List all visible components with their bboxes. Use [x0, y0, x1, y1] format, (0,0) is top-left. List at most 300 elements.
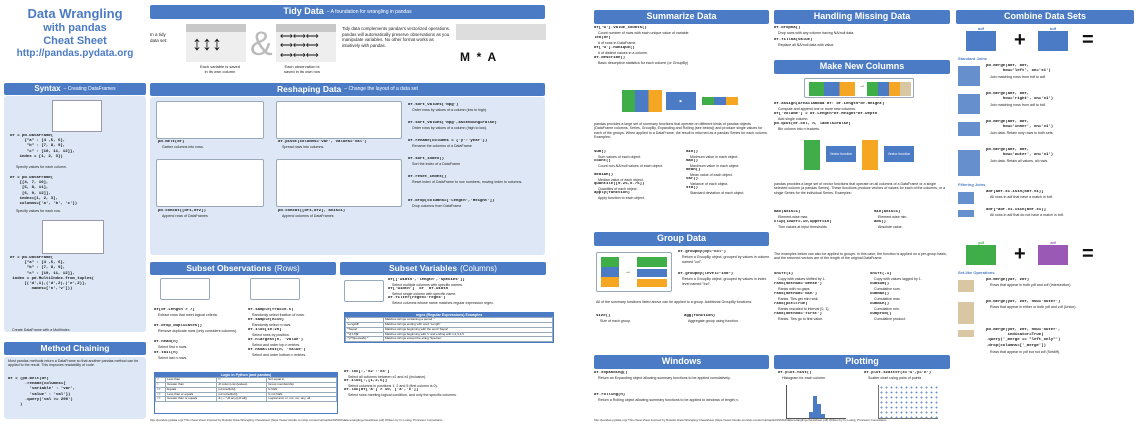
table-cell: <: [156, 378, 166, 383]
reshape-item: [408, 139, 542, 157]
windows-header: [594, 355, 769, 369]
summarize-fn-desc: Maximum value in each object.: [690, 164, 740, 169]
subset-obs-desc: Select and order bottom n entries.: [252, 353, 307, 358]
tidy-data-header: [150, 5, 545, 19]
windows-desc: Return a Rolling object allowing summary functions to be applied to windows of length n.: [598, 398, 739, 403]
loc-code: df.iloc[:,[1,2,5]]: [344, 379, 388, 383]
table-cell: Matches strings ending with word 'Length': [384, 323, 553, 328]
reshaping-header-sub: – Change the layout of a data set: [344, 86, 418, 93]
reshape-item-code: df.sort_values('mpg',ascending=False): [408, 121, 497, 125]
scatter-icon: [878, 385, 938, 419]
windows-panel: [594, 371, 774, 421]
reshaping-header-title: Reshaping Data: [277, 84, 342, 95]
plotting-panel: [774, 371, 952, 421]
join-code: pd.merge(adf, bdf, how='left', on='x1'): [986, 64, 1051, 74]
reshape-item-code: df.sort_index(): [408, 157, 445, 161]
group-rank-desc: Cumulative max.: [874, 297, 901, 302]
subset-vars-sub: (Columns): [460, 263, 497, 273]
reshape-item: [408, 157, 542, 175]
newcols-fn-code: clip(lower=-10,upper=10): [774, 220, 832, 224]
combine-header: [956, 10, 1134, 24]
table-cell: >: [156, 383, 166, 388]
group-rank-desc: Cumulative min.: [874, 307, 900, 312]
group-header: [594, 232, 769, 246]
group-rank-desc: Cumulative product.: [874, 317, 906, 322]
loc-code: df.loc[:,'x2':'x4']: [344, 370, 390, 374]
newcols-fn: [774, 210, 862, 220]
group-rank-desc: Copy with values shifted by 1.: [778, 277, 826, 282]
group-rank-item: [870, 292, 952, 302]
newcols-right: [874, 210, 952, 230]
summarize-panel: [594, 26, 772, 226]
loc-desc: Select all columns between x2 and x4 (inclusive).: [348, 375, 427, 380]
group-desc: Return a GroupBy object, grouped by values in column named "col".: [682, 255, 770, 264]
filter-desc: All rows in adf that do not have a match in bdf.: [990, 213, 1064, 217]
group-desc: Return a GroupBy object, grouped by values in index level named "ind".: [682, 277, 767, 286]
subset-obs-code: df.iloc[10:20]: [248, 328, 282, 332]
concat-cols-code: pd.concat([df1,df2], axis=1): [278, 209, 346, 213]
syntax-note-3: Create DataFrame with a MultiIndex: [12, 328, 70, 332]
missing-item: [774, 38, 952, 50]
newcols-desc: Add single column.: [778, 117, 809, 122]
group-rank-desc: Ranks. Ties go to first value.: [778, 317, 824, 322]
newcols-code: df.assign(Area=lambda df: df.Length*df.Height): [774, 102, 885, 106]
group-rank-item: [774, 312, 866, 322]
table-cell: Less than: [166, 378, 217, 383]
group-rank-code: cummax(): [870, 292, 890, 296]
filter-item: [958, 190, 1134, 208]
reshape-item-code: df.sort_values('mpg'): [408, 103, 459, 107]
reshape-item-code: df.reset_index(): [408, 175, 447, 179]
summarize-left: [594, 150, 682, 200]
group-rank-item: [774, 282, 866, 292]
subset-vars-desc: Select columns whose name matches regular expression regex.: [392, 301, 494, 306]
table-cell: &,|,~,^,df.any(),df.all(): [217, 397, 267, 402]
missing-title: Handling Missing Data: [813, 11, 911, 22]
group-rank-item: [870, 282, 952, 292]
subset-obs-desc: Select rows by position.: [252, 333, 290, 338]
reshape-item: [408, 103, 542, 121]
syntax-header-title: Syntax: [34, 84, 61, 93]
reshape-item: [408, 121, 542, 139]
regex-table-grid: [345, 317, 553, 342]
loc-desc: Select columns in positions 1, 2 and 5 (first column is 0).: [348, 384, 438, 389]
tidy-data-panel: [150, 22, 560, 80]
table-cell: Is NaN: [267, 387, 337, 392]
page2-footer[interactable]: http://pandas.pydata.org/ This cheat sheet inspired by Rstudio Data Wrangling Cheatsheet (https://www.rstudio.com/wp-content/uploads/2015/02/data-wrangling-cheatsheet.pdf) Written by Irv Lustig, Princeton Consultants: [594, 419, 887, 422]
subset-obs-code: df.nsmallest(n, 'value'): [248, 348, 306, 352]
newcols-item: [774, 112, 952, 122]
tidy-each-observation: Each observation is saved in its own row: [283, 64, 320, 74]
summarize-fn-code: sum(): [594, 150, 607, 154]
summarize-code: df['w'].value_counts(): [594, 26, 647, 30]
table-cell: >=: [156, 397, 166, 402]
subset-obs-item: [154, 324, 246, 340]
summarize-fn-desc: Minimum value in each object.: [690, 155, 739, 160]
subset-cols-diagram: [344, 280, 384, 302]
group-item: [678, 250, 774, 272]
summarize-desc: # of distinct values in a column.: [598, 51, 648, 56]
summarize-item: [594, 56, 772, 66]
windows-item: [594, 371, 774, 393]
newcols-fn: [874, 220, 952, 230]
subset-vars-header: [340, 262, 546, 275]
set-result-table: [958, 302, 974, 324]
table-cell: <=: [156, 392, 166, 397]
missing-desc: Replace all NA/null data with value.: [778, 43, 835, 48]
syntax-header-sub: – Creating DataFrames: [63, 85, 116, 92]
newcols-code: df['Volume'] = df.Length*df.Height*df.Depth: [774, 112, 878, 116]
summarize-fn-code: median(): [594, 173, 614, 177]
subset-obs-code: df.drop_duplicates(): [154, 324, 203, 328]
plus-icon: +: [1014, 29, 1026, 51]
syntax-header: [4, 83, 146, 95]
subset-vars-item: [388, 287, 556, 296]
newcols-fn-code: abs(): [874, 220, 887, 224]
filtering-joins-label: Filtering Joins: [958, 182, 986, 187]
concat-cols-desc: Append columns of DataFrames: [282, 214, 334, 218]
syntax-note-1: Specify values for each column.: [16, 165, 67, 169]
missing-header: [774, 10, 950, 24]
table-cell: Matches strings beginning with the word 'Sepal': [384, 327, 553, 332]
join-list: [958, 64, 1134, 178]
summarize-fn: [594, 191, 682, 200]
table-cell: '^x[1-5]$': [346, 332, 384, 337]
subset-obs-desc: Select last n rows.: [158, 356, 188, 361]
join-item: [958, 148, 1134, 178]
subset-obs-desc: Select first n rows.: [158, 345, 188, 350]
summarize-right: [686, 150, 772, 200]
zdf-label: zdf: [1050, 240, 1056, 245]
summarize-fn: [594, 159, 682, 173]
summarize-fn-code: quantile([0.25,0.75]): [594, 182, 645, 186]
set-code: pd.merge(ydf, zdf, how='outer', indicator=True) .query('_merge == "left_only"') .drop(columns=['_merge']): [986, 328, 1061, 348]
vector-function-label: Vector function: [826, 146, 856, 162]
summarize-fn-code: std(): [686, 186, 699, 190]
filter-code: adf[~adf.x1.isin(bdf.x1)]: [986, 208, 1047, 212]
join-code: pd.merge(adf, bdf, how='right', on='x1'): [986, 92, 1054, 102]
newcols-fn-desc: Element-wise min.: [878, 215, 908, 220]
summarize-fn: [686, 186, 772, 200]
method-description: Most pandas methods return a DataFrame so that another pandas method can be applied to the result. This improves readability of code.: [8, 359, 139, 368]
group-extra-left: [596, 314, 680, 324]
reshape-item: [408, 175, 542, 199]
group-extra-item: [684, 314, 774, 324]
table-cell: Greater than: [166, 383, 217, 388]
missing-item: [774, 26, 952, 38]
join-desc: Join data. Retain all values, all rows.: [990, 159, 1049, 163]
subset-obs-desc: Randomly select n rows.: [252, 323, 292, 328]
ampersand-icon: &: [250, 25, 273, 63]
windows-item: [594, 393, 774, 415]
summarize-fn: [594, 182, 682, 191]
table-cell: Less than or equals: [166, 392, 217, 397]
table-cell: '^(?!Species$).*': [346, 337, 384, 342]
filter-list: [958, 190, 1134, 226]
summarize-desc: Count number of rows with each unique value of variable: [598, 31, 689, 36]
set-desc: Rows that appear in either or both ydf and zdf (Union).: [990, 305, 1077, 309]
table-row: [346, 337, 553, 342]
subset-vars-code: df['width'] or df.width: [388, 287, 449, 291]
method-chaining-panel: [4, 357, 146, 419]
bdf-label: bdf: [1049, 26, 1057, 31]
group-rank-code: cumprod(): [870, 312, 892, 316]
join-item: [958, 92, 1134, 120]
subset-obs-item: [248, 318, 340, 328]
group-rank-code: rank(pct=True): [774, 302, 808, 306]
subset-obs-right: [248, 308, 340, 358]
pivot-desc: Spread rows into columns.: [282, 145, 325, 149]
ydf-table: [966, 240, 996, 265]
title-line-3: Cheat Sheet: [43, 34, 107, 47]
set-item: [958, 278, 1134, 300]
cheat-sheet-title: [4, 6, 146, 76]
tidy-intro: In a tidy data set:: [150, 32, 168, 43]
table-cell: Greater than or equals: [166, 397, 217, 402]
histogram-icon: [786, 385, 846, 419]
summarize-fn: [594, 173, 682, 182]
subset-obs-desc: Extract rows that meet logical criteria.: [158, 313, 218, 318]
summarize-fn-desc: Quantiles of each object.: [598, 187, 638, 192]
subset-obs-code: df.sample(frac=0.5): [248, 308, 294, 312]
subset-vars-desc: Select single column with specific name.: [392, 292, 457, 297]
summarize-fn-code: apply(function): [594, 191, 631, 195]
subset-rows-diagram: [160, 278, 210, 300]
group-rank-item: [870, 272, 952, 282]
subset-vars-code: df[['width','length','species']]: [388, 278, 465, 282]
subset-obs-item: [154, 351, 246, 362]
reshape-item-desc: Order rows by values of a column (low to high).: [412, 108, 488, 113]
summarize-desc: # of rows in DataFrame.: [598, 41, 637, 46]
summarize-paragraph: pandas provides a large set of summary functions that operate on different kinds of pandas objects (DataFrame columns, Series, GroupBy, Expanding and Rolling (see below)) and produce single values for each of the groups. When applied to a DataFrame, the result is returned as a pandas Series for each column. Examples:: [594, 122, 768, 140]
ydf-label: ydf: [978, 240, 984, 245]
syntax-table-1: [52, 100, 102, 132]
table-cell: '^Sepal': [346, 327, 384, 332]
newcols-title: Make New Columns: [819, 61, 905, 72]
group-rank-code: rank(method='first'): [774, 312, 823, 316]
reshape-item-desc: Sort the index of a DataFrame: [412, 162, 461, 167]
summarize-code: len(df): [594, 36, 611, 40]
syntax-code-3: df = pd.DataFrame( {"a" : [4 ,5, 6], "b" : [7, 8, 9], "c" : [10, 11, 12]}, index = pd.MultiIndex.from_tuples( [('d',1),('d',2),('e',2)], names=['n','v'])): [10, 256, 95, 292]
group-item: [678, 272, 774, 294]
pivot-code: df.pivot(columns='var', values='val'): [278, 140, 367, 144]
newcols-fn-code: max(axis=1): [774, 210, 801, 214]
regex-table: [344, 312, 554, 343]
subset-obs-sub: (Rows): [274, 263, 300, 273]
subset-vars-title: Subset Variables: [389, 263, 458, 274]
set-item: [958, 300, 1134, 328]
windows-title: Windows: [661, 356, 702, 367]
table-cell: 'Length$': [346, 323, 384, 328]
plotting-header: [774, 355, 950, 369]
reshaping-header: [150, 83, 545, 96]
subset-obs-item: [154, 340, 246, 351]
group-rank-code: cummin(): [870, 302, 890, 306]
subset-obs-code: df.tail(n): [154, 351, 179, 355]
tidy-columns-diagram: ↕↕↕: [186, 24, 246, 62]
set-item: [958, 328, 1134, 358]
set-result-table: [958, 280, 974, 292]
join-desc: Join matching rows from bdf to adf.: [990, 75, 1046, 79]
summarize-header: [594, 10, 769, 24]
groupby-diagram: →: [596, 252, 672, 292]
group-rank-right: [870, 272, 952, 322]
summarize-fn: [594, 150, 682, 159]
subset-obs-desc: Select and order top n entries.: [252, 343, 301, 348]
logic-table-grid: [155, 377, 337, 402]
newcols-item: [774, 102, 952, 112]
subset-obs-item: [248, 348, 340, 358]
summarize-fn-desc: Sum values of each object.: [598, 155, 642, 160]
hist-code: df.plot.hist(): [778, 371, 812, 375]
summarize-item: [594, 36, 772, 46]
table-cell: Group membership: [267, 383, 337, 388]
melt-diagram: [156, 101, 264, 139]
newcols-desc: Compute and append one or more new columns.: [778, 107, 856, 112]
tidy-each-variable: Each variable is saved in its own column: [199, 64, 241, 74]
page-1: [0, 0, 563, 426]
tidy-header-title: Tidy Data: [283, 6, 324, 17]
loc-code: df.loc[df['a'] > 10, ['a','c']]: [344, 388, 419, 392]
summarize-fn: [686, 159, 772, 168]
summarize-fn-code: var(): [686, 177, 699, 181]
filter-item: [958, 208, 1134, 226]
subset-obs-title: Subset Observations: [186, 263, 272, 274]
group-panel: [594, 248, 776, 368]
reshape-item-desc: Order rows by values of a column (high to low).: [412, 126, 488, 131]
group-rank-code: shift(1): [774, 272, 794, 276]
reshape-item-desc: Drop columns from DataFrame: [412, 204, 462, 209]
filter-result-table: [958, 210, 974, 217]
logic-table-title: Logic in Python (and pandas): [155, 373, 337, 377]
join-item: [958, 120, 1134, 148]
subset-vars-items: [388, 278, 556, 305]
group-rank-desc: Copy with values lagged by 1.: [874, 277, 922, 282]
loc-item: [344, 388, 556, 397]
summarize-items: [594, 26, 772, 66]
subset-obs-code: df.nlargest(n, 'value'): [248, 338, 304, 342]
equals-icon-2: =: [1082, 243, 1094, 265]
syntax-table-2: [42, 220, 104, 254]
subset-obs-left: [154, 308, 246, 362]
group-rank-desc: Ranks rescaled to interval [0, 1].: [778, 307, 830, 312]
newcols-item: [774, 122, 952, 132]
group-extra-right: [684, 314, 774, 324]
page-2: [590, 0, 1139, 426]
tidy-symbols-table: [456, 24, 546, 40]
set-code: pd.merge(ydf, zdf, how='outer'): [986, 300, 1061, 304]
hist-desc: Histogram for each column: [782, 376, 825, 380]
group-items: [678, 250, 774, 294]
summarize-item: [594, 46, 772, 56]
subset-vars-desc: Select multiple columns with specific names.: [392, 283, 463, 288]
concat-rows-code: pd.concat([df1,df2]): [158, 209, 207, 213]
combine-panel: [956, 26, 1136, 424]
subset-vars-item: [388, 296, 556, 305]
summarize-fn-desc: Count non-NA/null values of each object.: [598, 164, 664, 169]
summarize-code: df['w'].nunique(): [594, 46, 635, 50]
summarize-fn-desc: Mean value of each object.: [690, 173, 733, 178]
filter-code: adf[adf.x1.isin(bdf.x1)]: [986, 190, 1044, 194]
filter-result-table: [958, 192, 974, 204]
join-result-table: [958, 66, 980, 86]
table-cell: pd.notnull(obj): [217, 392, 267, 397]
subset-vars-code: df.filter(regex='regex'): [388, 296, 446, 300]
set-desc: Rows that appear in ydf but not zdf (Setdiff).: [990, 350, 1061, 354]
windows-code: df.expanding(): [594, 371, 628, 375]
summarize-desc: Basic descriptive statistics for each column (or GroupBy): [598, 61, 689, 66]
subset-obs-item: [248, 328, 340, 338]
method-header-title: Method Chaining: [40, 343, 110, 354]
newcols-fn-code: min(axis=1): [874, 210, 901, 214]
group-rank-item: [774, 272, 866, 282]
newcols-items: [774, 102, 952, 132]
newcols-fn: [874, 210, 952, 220]
title-line-2: with pandas: [43, 21, 107, 34]
filter-desc: All rows in adf that have a match in bdf.: [990, 195, 1053, 199]
join-item: [958, 64, 1134, 92]
syntax-panel: [4, 96, 146, 332]
setlike-label: Set-like Operations: [958, 270, 995, 275]
melt-code: pd.melt(df): [158, 140, 185, 144]
subset-obs-item: [248, 338, 340, 348]
group-rank-item: [774, 292, 866, 302]
tidy-header-sub: – A foundation for wrangling in pandas: [326, 8, 412, 15]
reshape-item-code: df.drop(columns=['Length','Height']): [408, 199, 495, 203]
melt-desc: Gather columns into rows.: [162, 145, 204, 149]
join-result-table: [958, 94, 980, 114]
newcols-desc: Bin column into n buckets.: [778, 127, 820, 132]
tidy-rows-diagram: ⟷⟷⟷ ⟷⟷⟷ ⟷⟷⟷: [276, 24, 336, 62]
table-cell: Is not NaN: [267, 392, 337, 397]
reshape-item-desc: Rename the columns of a DataFrame: [412, 144, 472, 149]
join-desc: Join data. Retain only rows in both sets.: [990, 131, 1054, 135]
adf-table: [966, 26, 996, 51]
newcols-fn-desc: Absolute value.: [878, 225, 903, 230]
subset-obs-item: [154, 308, 246, 324]
newcols-fn-desc: Trim values at input thresholds: [778, 225, 827, 230]
summarize-fn-desc: Median value of each object.: [598, 178, 644, 183]
table-cell: Not equal to: [267, 378, 337, 383]
group-rank-desc: Ranks with no gaps.: [778, 287, 811, 292]
page1-footer[interactable]: http://pandas.pydata.org/ This cheat sheet inspired by Rstudio Data Wrangling Cheatsheet (https://www.rstudio.com/wp-content/uploads/2015/02/data-wrangling-cheatsheet.pdf) Written by Irv Lustig, Princeton Consultants: [150, 419, 443, 422]
title-line-1: Data Wrangling: [27, 6, 123, 21]
group-rank-code: rank(method='dense'): [774, 282, 823, 286]
reshape-item: [408, 199, 542, 217]
loc-desc: Select rows meeting logical condition, and only the specific columns.: [348, 393, 457, 398]
concat-rows-diagram: [156, 159, 264, 207]
loc-item: [344, 370, 556, 379]
summarize-fn-code: mean(): [686, 168, 701, 172]
subset-obs-code: df.sample(n=10): [248, 318, 285, 322]
loc-item: [344, 379, 556, 388]
vector-function-diagram: [804, 136, 924, 176]
group-extra-desc: Size of each group.: [600, 319, 631, 324]
standard-joins-label: Standard Joins: [958, 56, 987, 61]
equals-icon: =: [1082, 29, 1094, 51]
concat-cols-diagram: [276, 159, 402, 207]
set-list: [958, 278, 1134, 358]
table-cell: Equals: [166, 387, 217, 392]
title-url[interactable]: http://pandas.pydata.org: [16, 47, 134, 59]
windows-desc: Return an Expanding object allowing summary functions to be applied cumulatively.: [598, 376, 731, 381]
regex-table-title: regex (Regular Expressions) Examples: [345, 313, 553, 317]
adf-label: adf: [978, 26, 984, 31]
group-rank-code: rank(method='min'): [774, 292, 818, 296]
table-cell: pd.isnull(obj): [217, 387, 267, 392]
summarize-fn: [686, 168, 772, 177]
vector-function-label-2: Vector function: [884, 146, 914, 162]
